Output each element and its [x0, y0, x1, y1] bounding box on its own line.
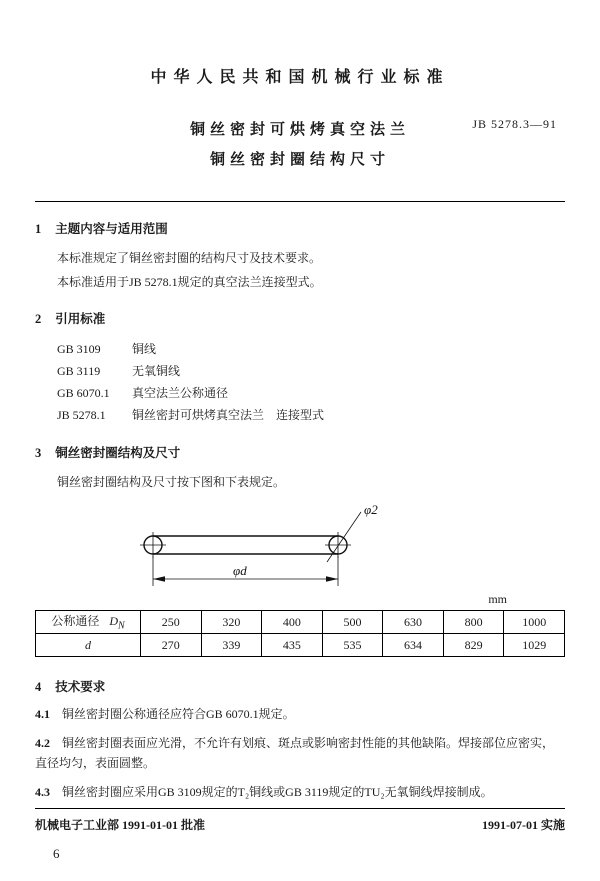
- reference-item: [57, 382, 565, 404]
- nominal-diameter-label: 公称通径: [51, 614, 100, 629]
- row-label-cell: d: [36, 634, 141, 657]
- table-value-cell: 535: [322, 634, 383, 657]
- reference-title: 无氧铜线: [132, 364, 181, 378]
- section1-paragraph1: 本标准规定了铜丝密封圈的结构尺寸及技术要求。: [57, 251, 322, 265]
- reference-code: JB 5278.1: [57, 408, 106, 422]
- standard-number: JB 5278.3—91: [472, 117, 557, 131]
- reference-list: [57, 338, 565, 426]
- page-footer: [35, 808, 565, 862]
- section1-heading: [35, 219, 565, 237]
- document-title-line1: 铜丝密封可烘烤真空法兰: [189, 122, 410, 138]
- reference-title: 真空法兰公称通径: [132, 386, 229, 400]
- tech-requirement-item: [35, 782, 565, 802]
- wire-diameter-label: φ2: [364, 502, 378, 517]
- approval-statement: 机械电子工业部 1991-01-01 批准: [35, 818, 205, 832]
- reference-item: [57, 404, 565, 426]
- section1-number: 1: [35, 222, 42, 236]
- reference-code: GB 3119: [57, 364, 101, 378]
- table-header-cell: 320: [201, 611, 262, 634]
- section1-paragraph2: 本标准适用于JB 5278.1规定的真空法兰连接型式。: [57, 275, 322, 289]
- table-value-cell: 270: [141, 634, 202, 657]
- reference-title: 铜线: [132, 342, 157, 356]
- section3-title: 铜丝密封圈结构及尺寸: [55, 446, 181, 460]
- clause-number: 4.3: [35, 785, 50, 799]
- section4-title: 技术要求: [55, 680, 106, 694]
- ring-diameter-label: φd: [233, 563, 247, 578]
- table-header-row: [36, 611, 565, 634]
- dimension-table: [35, 610, 565, 657]
- table-header-cell: 250: [141, 611, 202, 634]
- sealing-ring-figure: [113, 498, 565, 592]
- section1-title: 主题内容与适用范围: [55, 222, 168, 236]
- clause-text: 铜丝密封圈表面应光滑，不允许有划痕、斑点或影响密封性能的其他缺陷。焊接部位应密实，直径均匀，表面圆整。: [35, 736, 555, 770]
- section3-heading: [35, 443, 565, 461]
- standard-type-heading: 中华人民共和国机械行业标准: [150, 69, 450, 86]
- title-block: [35, 115, 565, 175]
- table-value-cell: 634: [383, 634, 444, 657]
- header-divider: [35, 201, 565, 202]
- reference-code: GB 3109: [57, 342, 101, 356]
- table-header-cell: 800: [443, 611, 504, 634]
- reference-item: [57, 360, 565, 382]
- reference-code: GB 6070.1: [57, 386, 110, 400]
- section3-number: 3: [35, 446, 42, 460]
- document-title-line2: 铜丝密封圈结构尺寸: [209, 152, 390, 168]
- table-header-cell: 400: [262, 611, 323, 634]
- tech-requirement-item: [35, 704, 565, 724]
- footer-row: [35, 816, 565, 833]
- implementation-date: 1991-07-01 实施: [482, 818, 565, 832]
- table-header-cell: 1000: [504, 611, 565, 634]
- table-header-cell: 500: [322, 611, 383, 634]
- reference-title: 铜丝密封可烘烤真空法兰 连接型式: [132, 408, 325, 422]
- section3-paragraph: 铜丝密封圈结构及尺寸按下图和下表规定。: [57, 475, 286, 489]
- section2-number: 2: [35, 312, 42, 326]
- table-value-cell: 829: [443, 634, 504, 657]
- tech-requirement-item: [35, 733, 565, 773]
- table-header-cell: 630: [383, 611, 444, 634]
- clause-text: 铜丝密封圈应采用GB 3109规定的T₂铜线或GB 3119规定的TU₂无氧铜线焊接制成。: [62, 785, 493, 799]
- table-value-cell: 339: [201, 634, 262, 657]
- section4-number: 4: [35, 680, 42, 694]
- table-value-row: [36, 634, 565, 657]
- sealing-ring-drawing: [113, 498, 453, 592]
- unit-label: mm: [488, 592, 507, 606]
- symbol-DN: $D_N$: [109, 614, 125, 632]
- section2-title: 引用标准: [55, 312, 106, 326]
- section4-heading: [35, 677, 565, 695]
- clause-number: 4.1: [35, 707, 50, 721]
- clause-text: 铜丝密封圈公称通径应符合GB 6070.1规定。: [62, 707, 295, 721]
- table-value-cell: 435: [262, 634, 323, 657]
- reference-item: [57, 338, 565, 360]
- table-header-label-cell: [36, 611, 141, 634]
- table-value-cell: 1029: [504, 634, 565, 657]
- clause-number: 4.2: [35, 736, 50, 750]
- page-number: 6: [53, 846, 60, 861]
- section2-heading: [35, 309, 565, 327]
